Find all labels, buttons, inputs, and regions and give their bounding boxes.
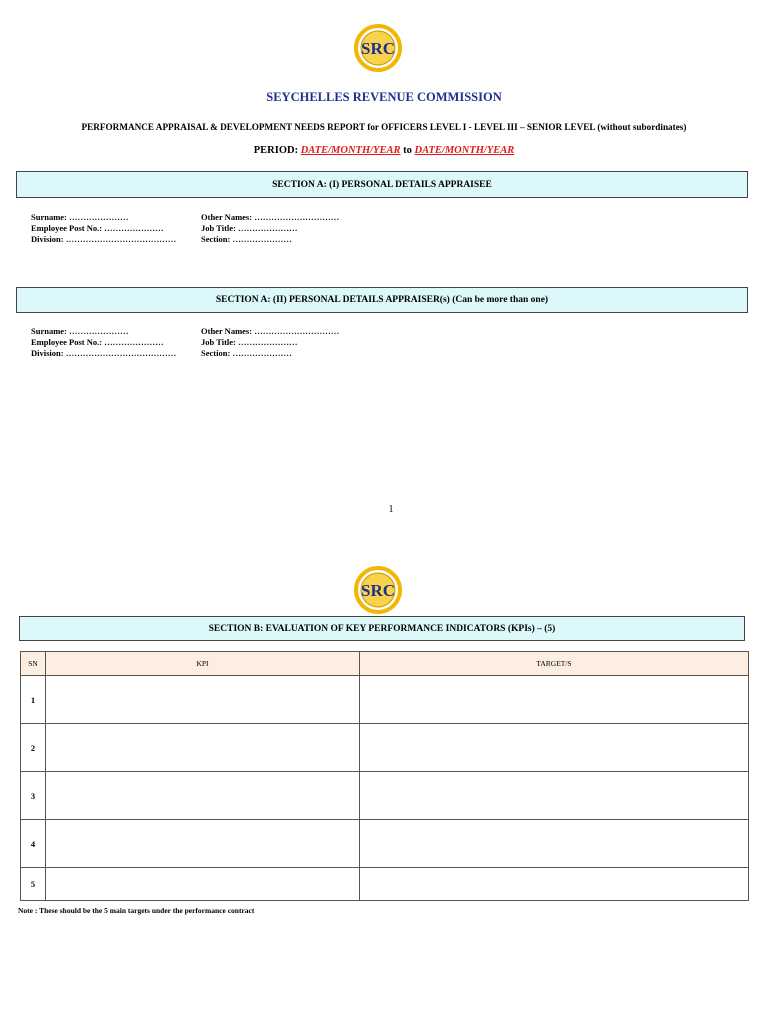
section-a1-title: SECTION A: (I) PERSONAL DETAILS APPRAISEE [272,179,492,190]
job-title-field[interactable]: Job Title: ………………… [201,223,298,233]
target-cell[interactable] [360,868,749,901]
column-header-kpi: KPI [46,652,360,676]
kpi-cell[interactable] [46,676,360,724]
employee-post-field[interactable]: Employee Post No.: ………………… [31,337,164,347]
section-b-title: SECTION B: EVALUATION OF KEY PERFORMANCE INDICATORS (KPIs) – (5) [208,623,556,634]
src-emblem-icon [354,24,402,72]
table-row [21,868,749,901]
logo-letters: SRC [360,39,396,58]
table-note: Note : These should be the 5 main targets under the performance contract [18,906,255,915]
page-number: 1 [388,504,394,515]
src-logo [354,24,402,72]
row-number: 4 [21,820,46,868]
table-row [21,772,749,820]
kpi-cell[interactable] [46,772,360,820]
column-header-targets: TARGET/S [360,652,749,676]
section-field[interactable]: Section: ………………… [201,348,292,358]
row-number: 5 [21,868,46,901]
table-header-row [21,652,749,676]
target-cell[interactable] [360,820,749,868]
src-logo [354,566,402,614]
job-title-field[interactable]: Job Title: ………………… [201,337,298,347]
src-emblem-icon [354,566,402,614]
surname-field[interactable]: Surname: ………………… [31,326,129,336]
section-b-header [19,616,745,641]
table-row [21,820,749,868]
organization-name: SEYCHELLES REVENUE COMMISSION [266,90,502,104]
appraiser-details [31,326,431,359]
target-cell[interactable] [360,676,749,724]
table-row [21,676,749,724]
kpi-cell[interactable] [46,820,360,868]
employee-post-field[interactable]: Employee Post No.: ………………… [31,223,164,233]
row-number: 1 [21,676,46,724]
section-field[interactable]: Section: ………………… [201,234,292,244]
column-header-sn: SN [21,652,46,676]
row-number: 3 [21,772,46,820]
period-to-word: to [403,145,412,156]
appraisee-details [31,212,431,245]
period-to: DATE/MONTH/YEAR [414,145,515,156]
division-field[interactable]: Division: ………………………………… [31,348,177,358]
surname-field[interactable]: Surname: ………………… [31,212,129,222]
report-title: PERFORMANCE APPRAISAL & DEVELOPMENT NEEDS REPORT for OFFICERS LEVEL I - LEVEL III – SENIOR LEVEL (without subordinates) [81,122,687,132]
period-from: DATE/MONTH/YEAR [300,145,401,156]
division-field[interactable]: Division: ………………………………… [31,234,177,244]
row-number: 2 [21,724,46,772]
target-cell[interactable] [360,724,749,772]
other-names-field[interactable]: Other Names: ………………………… [201,326,340,336]
period-line [0,145,768,156]
kpi-table [20,651,749,901]
target-cell[interactable] [360,772,749,820]
other-names-field[interactable]: Other Names: ………………………… [201,212,340,222]
table-row [21,724,749,772]
logo-letters: SRC [360,581,396,600]
section-a2-title: SECTION A: (II) PERSONAL DETAILS APPRAISER(s) (Can be more than one) [215,295,549,305]
kpi-cell[interactable] [46,724,360,772]
kpi-cell[interactable] [46,868,360,901]
section-a2-header [16,287,748,313]
period-label: PERIOD: [253,145,299,156]
section-a1-header [16,171,748,198]
